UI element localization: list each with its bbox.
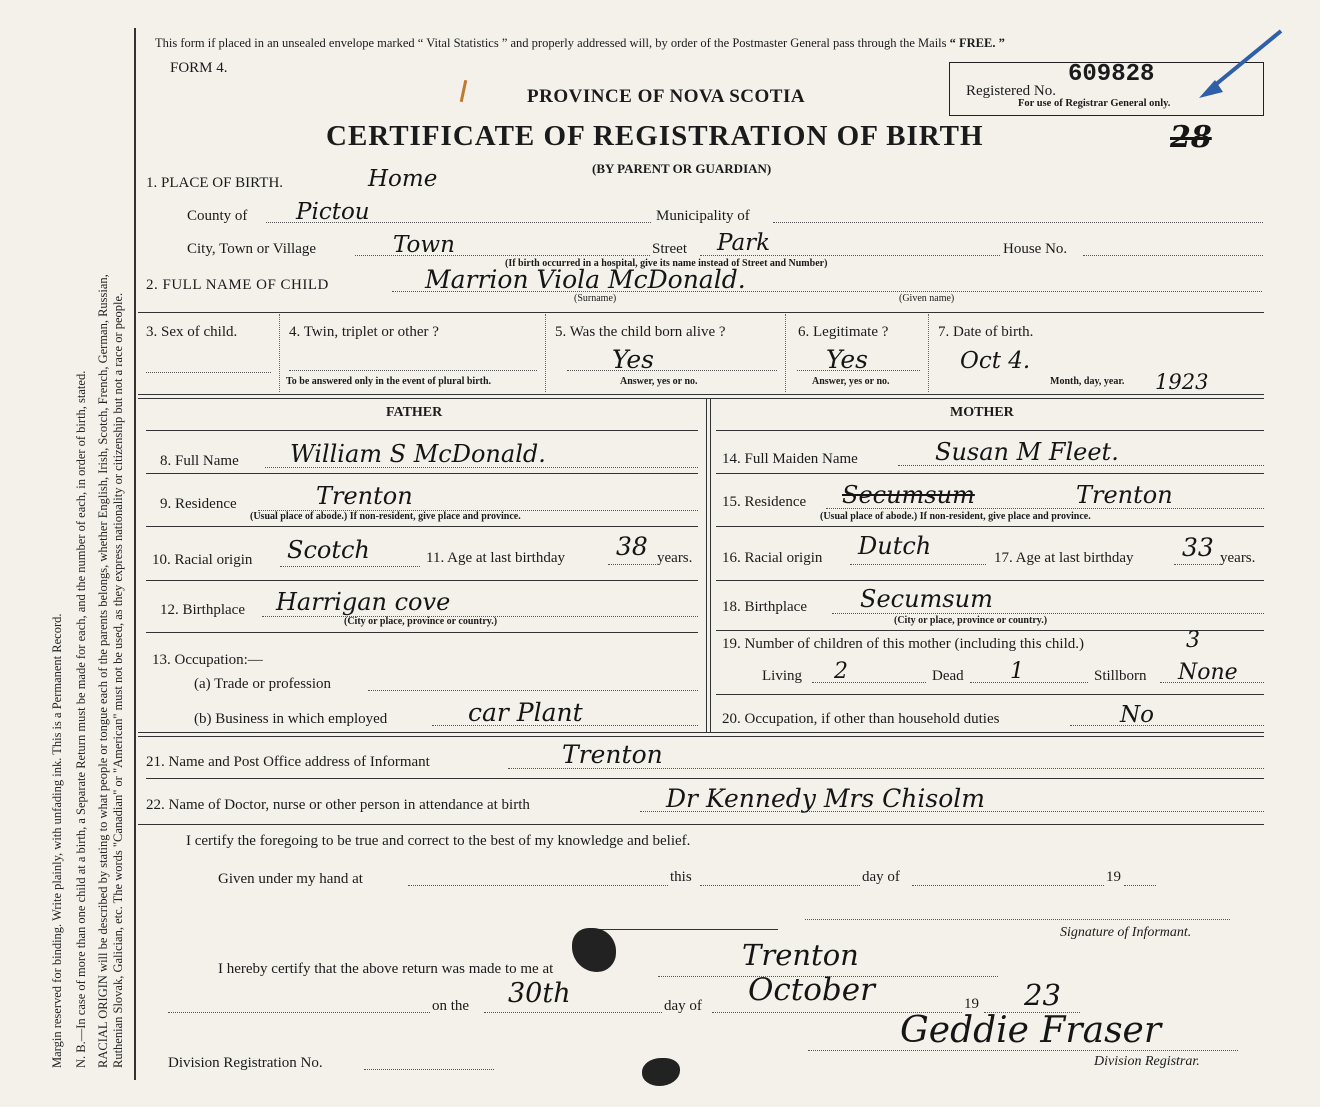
city-value: Town <box>393 232 455 258</box>
informant-label: 21. Name and Post Office address of Informant <box>146 754 430 770</box>
father-name-label: 8. Full Name <box>160 453 239 469</box>
day-of-label: day of <box>862 869 900 885</box>
mother-age-value: 33 <box>1182 533 1214 562</box>
dob-label: 7. Date of birth. <box>938 324 1034 340</box>
mother-residence-value: Trenton <box>1076 481 1173 509</box>
mother-children-value: 3 <box>1186 628 1200 653</box>
certificate-subtitle: (BY PARENT OR GUARDIAN) <box>592 161 772 176</box>
registered-number: 609828 <box>1068 61 1155 88</box>
mother-birthplace-label: 18. Birthplace <box>722 599 807 615</box>
child-name-value: Marrion Viola McDonald. <box>425 265 746 294</box>
dob-value: Oct 4. <box>960 348 1031 374</box>
form-number: FORM 4. <box>170 60 228 76</box>
legitimate-value: Yes <box>826 345 868 374</box>
father-residence-value: Trenton <box>316 482 413 510</box>
municipality-label: Municipality of <box>656 208 750 224</box>
mother-race-value: Dutch <box>858 532 932 560</box>
binding-line <box>134 28 136 1080</box>
father-name-value: William S McDonald. <box>290 440 546 468</box>
mother-years-label: years. <box>1220 550 1256 566</box>
dob-year: 1923 <box>1155 370 1209 394</box>
mother-name-value: Susan M Fleet. <box>935 438 1119 466</box>
mother-birthplace-value: Secumsum <box>860 585 993 613</box>
place-of-birth-value: Home <box>368 166 438 192</box>
father-race-label: 10. Racial origin <box>152 552 253 568</box>
sex-label: 3. Sex of child. <box>146 324 238 340</box>
division-number-label: Division Registration No. <box>168 1055 323 1071</box>
father-residence-note: (Usual place of abode.) If non-resident, give place and province. <box>250 511 521 522</box>
dob-note: Month, day, year. <box>1050 376 1125 387</box>
mother-dead-label: Dead <box>932 668 964 684</box>
father-occupation-label: 13. Occupation:— <box>152 652 263 668</box>
registrar-day-of-label: day of <box>664 998 702 1014</box>
registered-label: Registered No. <box>966 83 1056 99</box>
doctor-label: 22. Name of Doctor, nurse or other person in attendance at birth <box>146 797 530 813</box>
margin-note-racial-origin-cont: Ruthenian Slovak, Galician, etc. The words "Canadian" or "American" must not be used, as they express nationality or citizenship but not a race or people. <box>111 292 125 1068</box>
pencil-tick <box>460 80 468 102</box>
alive-label: 5. Was the child born alive ? <box>555 324 726 340</box>
postal-free: “ FREE. ” <box>949 36 1005 50</box>
father-business-value: car Plant <box>468 698 583 727</box>
twin-label: 4. Twin, triplet or other ? <box>289 324 439 340</box>
ink-blot <box>572 928 616 972</box>
on-the-label: on the <box>432 998 470 1014</box>
mother-occupation-value: No <box>1120 702 1154 728</box>
mother-age-label: 17. Age at last birthday <box>994 550 1134 566</box>
mother-occupation-label: 20. Occupation, if other than household duties <box>722 711 1000 727</box>
registrar-year-prefix: 19 <box>964 996 979 1012</box>
mother-residence-note: (Usual place of abode.) If non-resident, give place and province. <box>820 511 1091 522</box>
mother-dead-value: 1 <box>1010 659 1024 684</box>
father-birthplace-note: (City or place, province or country.) <box>344 616 498 627</box>
father-heading: FATHER <box>386 405 443 420</box>
child-name-label: 2. FULL NAME OF CHILD <box>146 277 329 293</box>
registrar-signature: Geddie Fraser <box>900 1010 1162 1051</box>
mother-residence-struck: Secumsum <box>842 481 975 509</box>
mother-name-label: 14. Full Maiden Name <box>722 451 858 467</box>
registrar-use-note: For use of Registrar General only. <box>1018 98 1171 109</box>
mother-birthplace-note: (City or place, province or country.) <box>894 615 1048 626</box>
province-heading: PROVINCE OF NOVA SCOTIA <box>527 86 806 107</box>
mother-living-label: Living <box>762 668 802 684</box>
father-years-label: years. <box>657 550 693 566</box>
street-value: Park <box>717 230 771 256</box>
twin-note: To be answered only in the event of plural birth. <box>286 376 492 387</box>
registrar-certify-text: I hereby certify that the above return was made to me at <box>218 961 554 977</box>
mother-heading: MOTHER <box>950 405 1014 420</box>
certificate-title: CERTIFICATE OF REGISTRATION OF BIRTH <box>326 120 984 152</box>
legitimate-note: Answer, yes or no. <box>812 376 890 387</box>
margin-note-multiple-births: N. B.—In case of more than one child at a birth, a Separate Return must be made for each, and the number of each, in order of birth, stated. <box>74 370 88 1068</box>
hospital-note: (If birth occurred in a hospital, give its name instead of Street and Number) <box>505 258 828 269</box>
certify-year-prefix: 19 <box>1106 869 1121 885</box>
father-residence-label: 9. Residence <box>160 496 237 512</box>
informant-signature-caption: Signature of Informant. <box>1060 925 1192 940</box>
postal-note: This form if placed in an unsealed envelope marked “ Vital Statistics ” and properly addressed will, by order of the Postmaster General pass through the Mails “ FREE. ” <box>155 36 1005 50</box>
margin-note-racial-origin: RACIAL ORIGIN will be described by stating to what people or tongue each of the parents belongs, whether English, Irish, Scotch, French, German, Russian, <box>96 274 110 1068</box>
legitimate-label: 6. Legitimate ? <box>798 324 889 340</box>
father-birthplace-label: 12. Birthplace <box>160 602 245 618</box>
alive-note: Answer, yes or no. <box>620 376 698 387</box>
father-age-value: 38 <box>616 532 648 561</box>
given-name-note: (Given name) <box>899 293 955 304</box>
father-race-value: Scotch <box>287 536 370 564</box>
father-birthplace-value: Harrigan cove <box>276 588 451 616</box>
house-number-label: House No. <box>1003 241 1068 257</box>
corner-mark: 28 <box>1170 120 1212 155</box>
registrar-month-value: October <box>748 972 875 1008</box>
city-label: City, Town or Village <box>187 241 317 257</box>
place-of-birth-label: 1. PLACE OF BIRTH. <box>146 175 284 191</box>
this-label: this <box>670 869 692 885</box>
mother-race-label: 16. Racial origin <box>722 550 823 566</box>
ink-spot <box>642 1058 680 1086</box>
given-under-label: Given under my hand at <box>218 871 363 887</box>
doctor-value: Dr Kennedy Mrs Chisolm <box>666 784 985 813</box>
mother-stillborn-label: Stillborn <box>1094 668 1147 684</box>
street-label: Street <box>652 241 687 257</box>
father-age-label: 11. Age at last birthday <box>426 550 565 566</box>
division-registrar-caption: Division Registrar. <box>1094 1054 1200 1069</box>
registrar-day-value: 30th <box>508 978 571 1009</box>
county-label: County of <box>187 208 248 224</box>
mother-living-value: 2 <box>834 659 848 684</box>
father-business-label: (b) Business in which employed <box>194 711 388 727</box>
registrar-year-value: 23 <box>1024 978 1061 1012</box>
margin-note-binding: Margin reserved for binding. Write plainly, with unfading ink. This is a Permanent Record. <box>50 613 64 1068</box>
father-trade-label: (a) Trade or profession <box>194 676 332 692</box>
registrar-place-value: Trenton <box>742 938 859 972</box>
alive-value: Yes <box>612 345 654 374</box>
surname-note: (Surname) <box>574 293 617 304</box>
blue-arrow-icon <box>1195 28 1285 103</box>
certify-text: I certify the foregoing to be true and correct to the best of my knowledge and belief. <box>186 833 691 849</box>
mother-children-label: 19. Number of children of this mother (including this child.) <box>722 636 1085 652</box>
mother-stillborn-value: None <box>1178 660 1238 685</box>
informant-value: Trenton <box>562 740 663 769</box>
mother-residence-label: 15. Residence <box>722 494 807 510</box>
county-value: Pictou <box>296 199 370 225</box>
